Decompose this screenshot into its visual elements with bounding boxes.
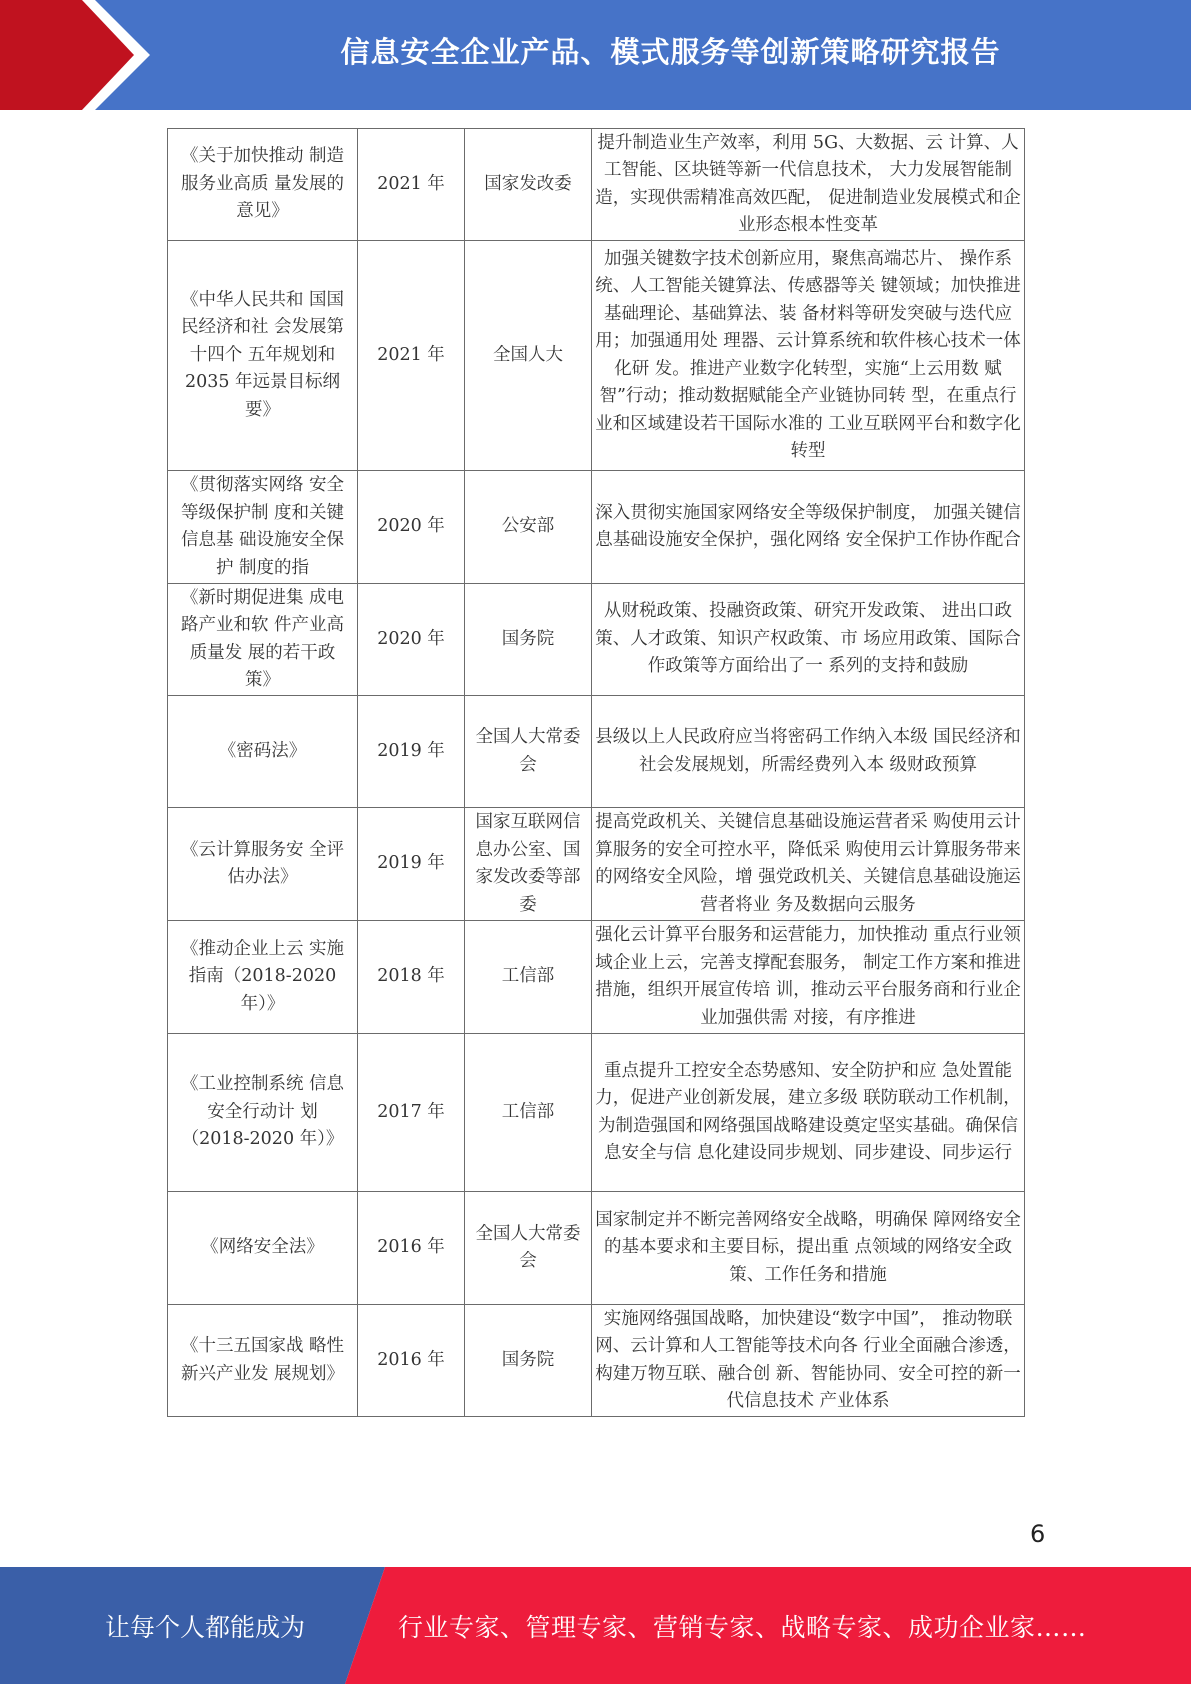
header-arrow-decoration [0,0,150,110]
issuer-cell: 全国人大常委会 [465,696,592,808]
issuer-cell: 工信部 [465,921,592,1034]
year-cell: 2021 年 [358,241,465,471]
table-row [168,241,1025,471]
policy-name-cell: 《工业控制系统 信息安全行动计 划（2018-2020 年）》 [168,1034,358,1192]
year-cell: 2020 年 [358,584,465,696]
footer-slogan-left: 让每个人都能成为 [104,1612,305,1642]
content-cell: 加强关键数字技术创新应用，聚焦高端芯片、 操作系统、人工智能关键算法、传感器等关 键领域；加快推进基础理论、基础算法、装 备材料等研发突破与迭代应用；加强通用处 理器、云计算系统和软件核心技术一体化研 发。推进产业数字化转型，实施“上云用数 赋智”行动；推动数据赋能全产业链协同转 型，在重点行业和区域建设若干国际水准的 工业互联网平台和数字化转型 [592,241,1025,471]
table-row [168,1305,1025,1417]
issuer-cell: 国务院 [465,1305,592,1417]
year-cell: 2019 年 [358,696,465,808]
year-cell: 2016 年 [358,1305,465,1417]
year-cell: 2017 年 [358,1034,465,1192]
table-row [168,1034,1025,1192]
issuer-cell: 全国人大 [465,241,592,471]
content-cell: 深入贯彻实施国家网络安全等级保护制度， 加强关键信息基础设施安全保护，强化网络 安全保护工作协作配合 [592,471,1025,584]
policy-table-container [167,128,1024,1417]
content-cell: 提升制造业生产效率，利用 5G、大数据、云 计算、人工智能、区块链等新一代信息技术， 大力发展智能制造，实现供需精准高效匹配， 促进制造业发展模式和企业形态根本性变革 [592,129,1025,241]
report-title: 信息安全企业产品、模式服务等创新策略研究报告 [340,34,1001,69]
page-footer [0,1567,1191,1684]
policy-name-cell: 《网络安全法》 [168,1192,358,1305]
issuer-cell: 公安部 [465,471,592,584]
table-row [168,1192,1025,1305]
policy-name-cell: 《关于加快推动 制造服务业高质 量发展的意见》 [168,129,358,241]
page-number: 6 [1030,1520,1046,1548]
policy-table [167,128,1025,1417]
policy-name-cell: 《云计算服务安 全评估办法》 [168,808,358,921]
issuer-cell: 国务院 [465,584,592,696]
policy-name-cell: 《推动企业上云 实施指南（2018-2020 年）》 [168,921,358,1034]
content-cell: 强化云计算平台服务和运营能力，加快推动 重点行业领域企业上云，完善支撑配套服务， 制定工作方案和推进措施，组织开展宣传培 训，推动云平台服务商和行业企业加强供需 对接，有序推进 [592,921,1025,1034]
year-cell: 2018 年 [358,921,465,1034]
table-row [168,471,1025,584]
page-header [0,0,1191,110]
year-cell: 2019 年 [358,808,465,921]
content-cell: 从财税政策、投融资政策、研究开发政策、 进出口政策、人才政策、知识产权政策、市 场应用政策、国际合作政策等方面给出了一 系列的支持和鼓励 [592,584,1025,696]
policy-name-cell: 《新时期促进集 成电路产业和软 件产业高质量发 展的若干政策》 [168,584,358,696]
policy-name-cell: 《中华人民共和 国国民经济和社 会发展第十四个 五年规划和 2035 年远景目标纲要》 [168,241,358,471]
year-cell: 2016 年 [358,1192,465,1305]
year-cell: 2020 年 [358,471,465,584]
content-cell: 重点提升工控安全态势感知、安全防护和应 急处置能力，促进产业创新发展，建立多级 联防联动工作机制，为制造强国和网络强国战略建设奠定坚实基础。确保信息安全与信 息化建设同步规划、同步建设、同步运行 [592,1034,1025,1192]
content-cell: 县级以上人民政府应当将密码工作纳入本级 国民经济和社会发展规划，所需经费列入本 级财政预算 [592,696,1025,808]
table-row [168,808,1025,921]
content-cell: 国家制定并不断完善网络安全战略，明确保 障网络安全的基本要求和主要目标，提出重 点领域的网络安全政策、工作任务和措施 [592,1192,1025,1305]
policy-name-cell: 《十三五国家战 略性新兴产业发 展规划》 [168,1305,358,1417]
table-row [168,129,1025,241]
year-cell: 2021 年 [358,129,465,241]
issuer-cell: 国家互联网信息办公室、国家发改委等部委 [465,808,592,921]
table-row [168,696,1025,808]
content-cell: 提高党政机关、关键信息基础设施运营者采 购使用云计算服务的安全可控水平，降低采 购使用云计算服务带来的网络安全风险，增 强党政机关、关键信息基础设施运营者将业 务及数据向云服务 [592,808,1025,921]
issuer-cell: 全国人大常委会 [465,1192,592,1305]
table-row [168,921,1025,1034]
issuer-cell: 工信部 [465,1034,592,1192]
table-row [168,584,1025,696]
issuer-cell: 国家发改委 [465,129,592,241]
footer-slogan-right: 行业专家、管理专家、营销专家、战略专家、成功企业家…… [398,1612,1087,1642]
policy-name-cell: 《贯彻落实网络 安全等级保护制 度和关键信息基 础设施安全保护 制度的指 [168,471,358,584]
content-cell: 实施网络强国战略，加快建设“数字中国”， 推动物联网、云计算和人工智能等技术向各 行业全面融合渗透，构建万物互联、融合创 新、智能协同、安全可控的新一代信息技术 产业体系 [592,1305,1025,1417]
policy-name-cell: 《密码法》 [168,696,358,808]
